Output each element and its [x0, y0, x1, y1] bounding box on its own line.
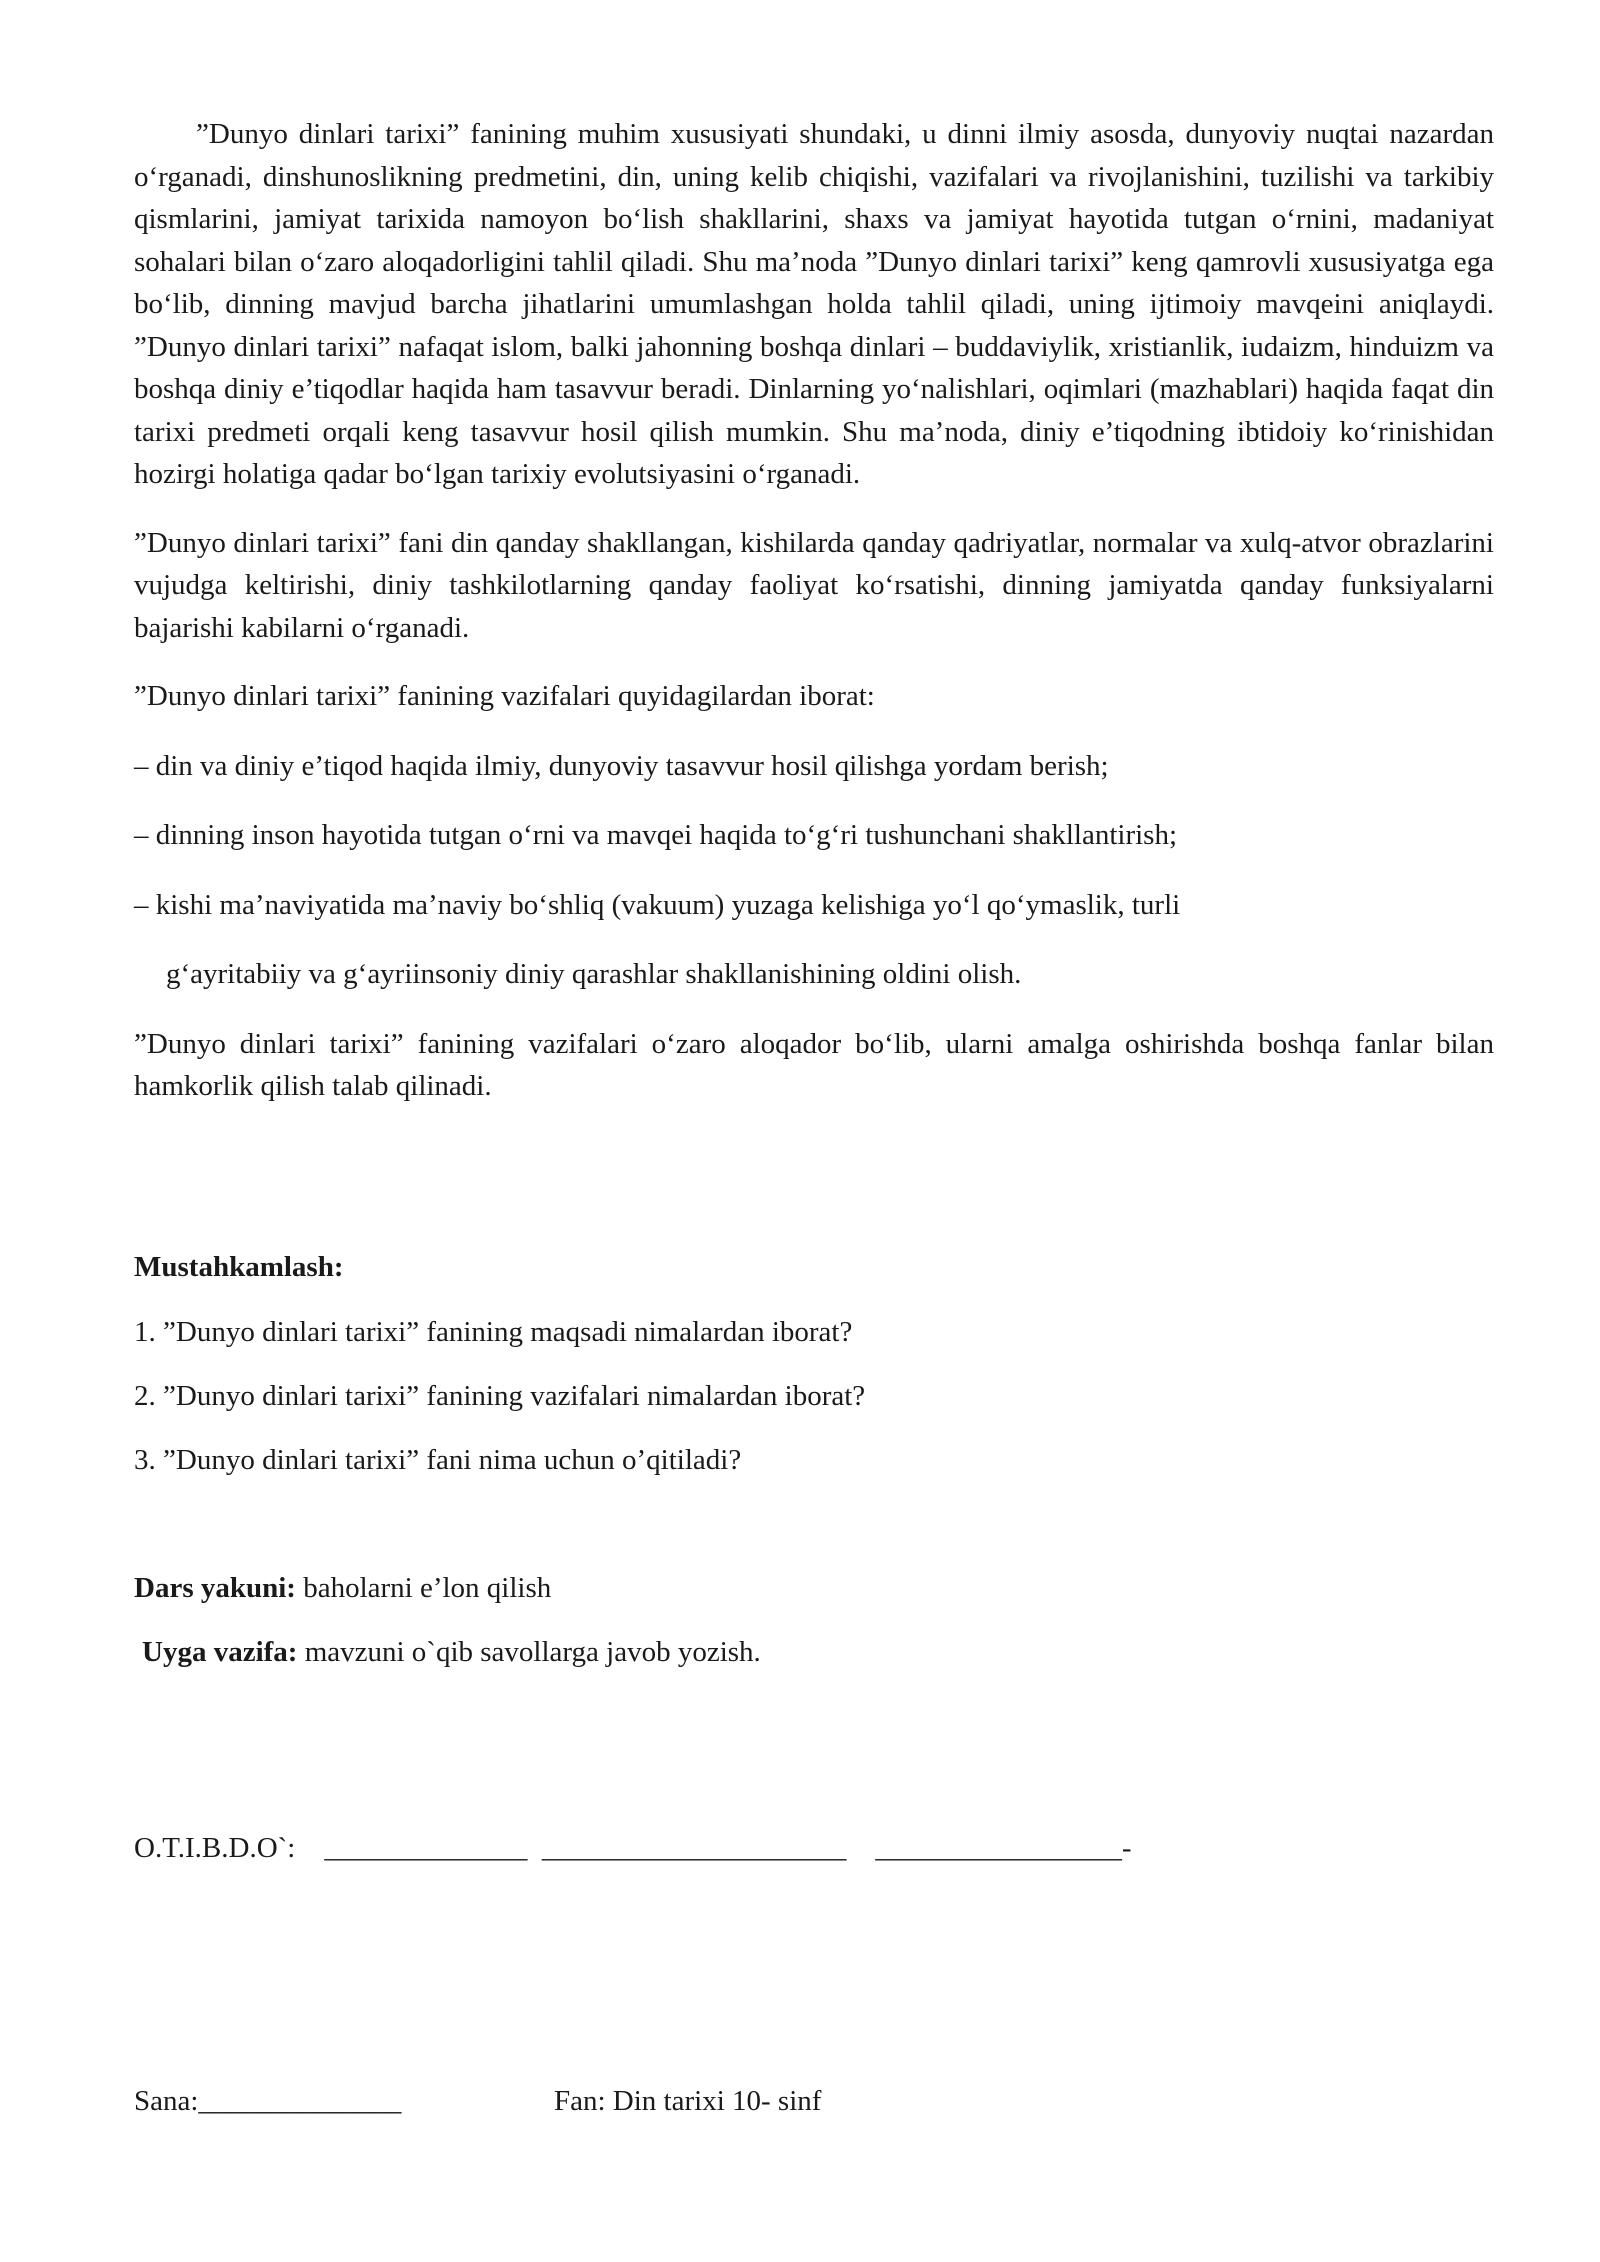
homework-text: mavzuni o`qib savollarga javob yozish.: [297, 1636, 761, 1668]
homework-label: Uyga vazifa:: [142, 1636, 298, 1668]
task-item-2: – dinning inson hayotida tutgan o‘rni va mavqei haqida to‘g‘ri tushunchani shakllantirish;: [134, 819, 1177, 851]
lesson-summary-label: Dars yakuni:: [134, 1572, 296, 1604]
review-heading: Mustahkamlash:: [134, 1251, 344, 1283]
document-body: [134, 113, 1494, 1134]
intro-paragraph: ”Dunyo dinlari tarixi” fanining muhim xususiyati shundaki, u dinni ilmiy asosda, dunyoviy nuqtai nazardan o‘rganadi, dinshunoslikning predmetini, din, uning kelib chiqishi, vazifalari va rivojlanishini, tuzilishi va tarkibiy qismlarini, jamiyat tarixida namoyon bo‘lish shakllarini, shaxs va jamiyat hayotida tutgan o‘rnini, madaniyat sohalari bilan o‘zaro aloqadorligini tahlil qiladi. Shu ma’noda ”Dunyo dinlari tarixi” keng qamrovli xususiyatga ega bo‘lib, dinning mavjud barcha jihatlarini umumlashgan holda tahlil qiladi, uning ijtimoiy mavqeini aniqlaydi. ”Dunyo dinlari tarixi” nafaqat islom, balki jahonning boshqa dinlari – buddaviylik, xristianlik, iudaizm, hinduizm va boshqa diniy e’tiqodlar haqida ham tasavvur beradi. Dinlarning yo‘nalishlari, oqimlari (mazhablari) haqida faqat din tarixi predmeti orqali keng tasavvur hosil qilish mumkin. Shu ma’noda, diniy e’tiqodning ibtidoiy ko‘rinishidan hozirgi holatiga qadar bo‘lgan tarixiy evolutsiyasini o‘rganadi.: [134, 118, 1494, 490]
lesson-summary-text: baholarni e’lon qilish: [295, 1572, 552, 1604]
lesson-summary: [134, 1567, 551, 1609]
review-question-3: 3. ”Dunyo dinlari tarixi” fani nima uchun o’qitiladi?: [134, 1444, 742, 1476]
review-question-2: 2. ”Dunyo dinlari tarixi” fanining vazifalari nimalardan iborat?: [134, 1380, 866, 1412]
signature-line: O.T.I.B.D.O`: ______________ _____________________ _________________-: [134, 1832, 1132, 1864]
tasks-intro: ”Dunyo dinlari tarixi” fanining vazifalari quyidagilardan iborat:: [134, 680, 875, 712]
task-item-1: – din va diniy e’tiqod haqida ilmiy, dunyoviy tasavvur hosil qilishga yordam berish;: [134, 749, 1109, 782]
subject-label: Fan: Din tarixi 10- sinf: [554, 2085, 822, 2117]
task-item-3-continuation: g‘ayritabiiy va g‘ayriinsoniy diniy qarashlar shakllanishining oldini olish.: [166, 958, 1022, 990]
tasks-conclusion-paragraph: ”Dunyo dinlari tarixi” fanining vazifalari o‘zaro aloqador bo‘lib, ularni amalga oshirishda boshqa fanlar bilan hamkorlik qilish talab qilinadi.: [134, 1027, 1494, 1102]
subject-scope-paragraph: ”Dunyo dinlari tarixi” fani din qanday shakllangan, kishilarda qanday qadriyatlar, normalar va xulq-atvor obrazlarini vujudga keltirishi, diniy tashkilotlarning qanday faoliyat ko‘rsatishi, dinning jamiyatda qanday funksiyalarni bajarishi kabilarni o‘rganadi.: [134, 526, 1494, 644]
homework: [142, 1631, 761, 1673]
date-field: Sana:______________: [134, 2085, 402, 2117]
task-item-3: – kishi ma’naviyatida ma’naviy bo‘shliq (vakuum) yuzaga kelishiga yo‘l qo‘ymaslik, turli: [134, 888, 1181, 921]
review-question-1: 1. ”Dunyo dinlari tarixi” fanining maqsadi nimalardan iborat?: [134, 1316, 853, 1348]
